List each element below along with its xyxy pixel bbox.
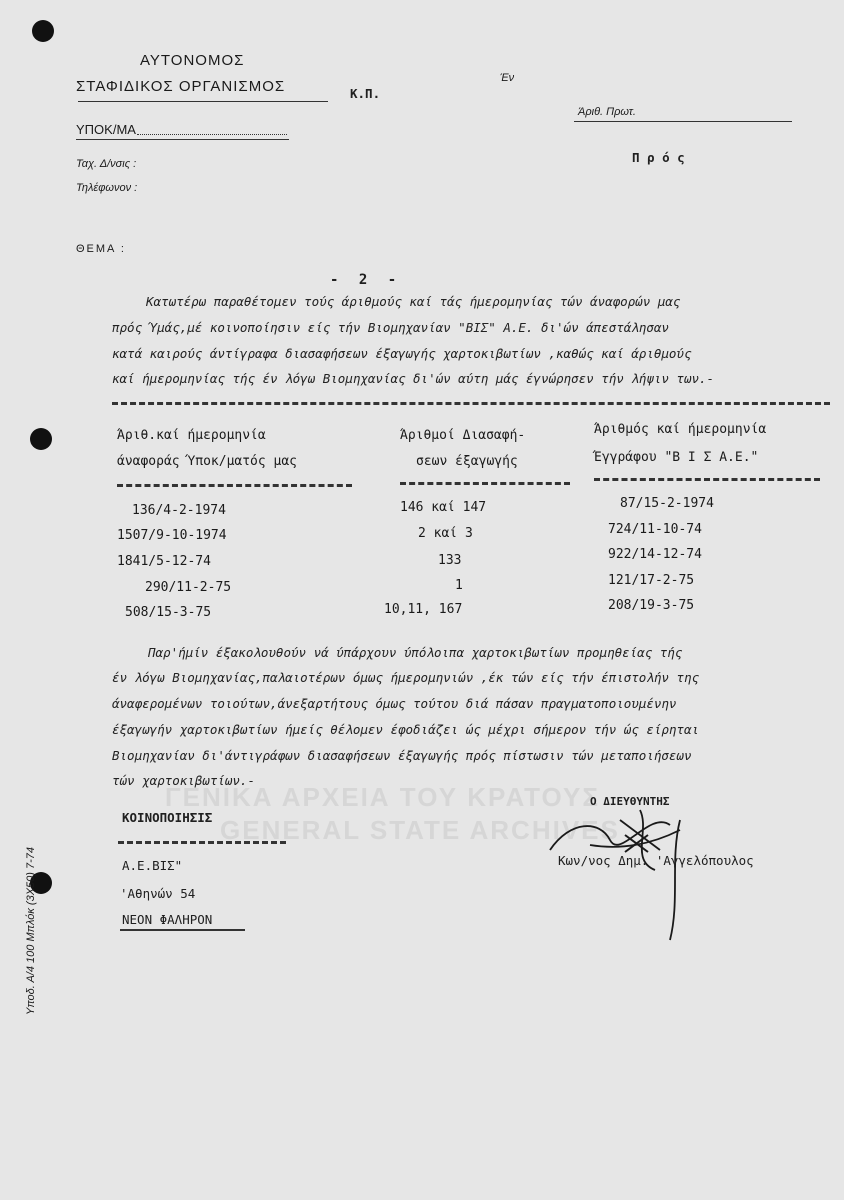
table-cell: 10,11, 167 — [384, 602, 463, 617]
table-cell: 87/15-2-1974 — [620, 496, 714, 511]
cc-line-3-underline — [120, 929, 245, 931]
table-cell: 136/4-2-1974 — [132, 503, 226, 518]
ypok-dots — [137, 124, 287, 135]
ypok-underline — [76, 139, 289, 140]
closing-line-5: Βιομηχανίαν δι'άντιγράφων διασαφήσεων έξαγωγής πρός πίστωσιν τών μεταποιήσεων — [112, 748, 692, 763]
col3-header-line1: Άριθμός καί ήμερομηνία — [594, 422, 767, 437]
table-cell: 724/11-10-74 — [608, 522, 702, 537]
page-marker: - 2 - — [330, 272, 403, 288]
table-cell: 133 — [438, 553, 462, 568]
org-underline — [78, 101, 328, 102]
org-name-line2: ΣΤΑΦΙΔΙΚΟΣ ΟΡΓΑΝΙΣΜΟΣ — [76, 78, 286, 95]
intro-line-3: κατά καιρούς άντίγραφα διασαφήσεων έξαγωγής χαρτοκιβωτίων ,καθώς καί άριθμούς — [112, 346, 692, 361]
handwritten-signature — [530, 790, 730, 950]
phone-label: Τηλέφωνον : — [76, 182, 138, 194]
intro-line-4: καί ήμερομηνίας τής έν λόγω Βιομηχανίας δι'ών αύτη μάς έγνώρησεν τήν λήψιν των.- — [112, 371, 715, 386]
col3-header-rule — [594, 478, 820, 481]
subject-label: ΘΕΜΑ : — [76, 243, 126, 255]
table-cell: 1 — [455, 578, 463, 593]
ypok-label: ΥΠΟΚ/ΜΑ — [76, 122, 136, 137]
punch-hole-top — [32, 20, 54, 42]
table-cell: 146 καί 147 — [400, 500, 487, 515]
separator-dashed — [112, 402, 830, 405]
closing-line-2: έν λόγω Βιομηχανίας,παλαιοτέρων όμως ήμερομηνιών ,έκ τών είς τήν έπιστολήν της — [112, 670, 699, 685]
protocol-underline — [574, 121, 792, 122]
col1-header-line1: Άριθ.καί ήμερομηνία — [117, 428, 266, 443]
signature-title: Ο ΔΙΕΥΘΥΝΤΗΣ — [590, 795, 670, 808]
table-cell: 1507/9-10-1974 — [117, 528, 227, 543]
en-label: Έν — [500, 72, 515, 84]
col1-header-line2: άναφοράς Ύποκ/ματός μας — [117, 454, 298, 469]
table-cell: 2 καί 3 — [418, 526, 473, 541]
table-cell: 922/14-12-74 — [608, 547, 702, 562]
col2-header-line1: Άριθμοί Διασαφή- — [400, 428, 526, 443]
closing-line-3: άναφερομένων τοιούτων,άνεξαρτήτους όμως τούτου διά πάσαν πραγματοποιουμένην — [112, 696, 677, 711]
closing-line-6: τών χαρτοκιβωτίων.- — [112, 773, 255, 788]
pros-label: Π ρ ό ς — [632, 150, 685, 165]
col3-header-line2: Έγγράφου "Β Ι Σ Α.Ε." — [594, 450, 759, 465]
intro-line-2: πρός Ύμάς,μέ κοινοποίησιν είς τήν Βιομηχανίαν "ΒΙΣ" Α.Ε. δι'ών άπεστάλησαν — [112, 320, 669, 335]
protocol-label: Άριθ. Πρωτ. — [578, 106, 636, 118]
address-label: Ταχ. Δ/νσις : — [76, 158, 137, 170]
cc-label: ΚΟΙΝΟΠΟΙΗΣΙΣ — [122, 810, 213, 825]
closing-line-4: έξαγωγήν χαρτοκιβωτίων ήμείς θέλομεν έφοδιάζει ώς μέχρι σήμερον τήν ώς είρηται — [112, 722, 699, 737]
col2-header-line2: σεων έξαγωγής — [416, 454, 518, 469]
closing-line-1: Παρ'ήμίν έξακολουθούν νά ύπάρχουν ύπόλοιπα χαρτοκιβωτίων προμηθείας τής — [148, 645, 683, 660]
archive-watermark-english: GENERAL STATE ARCHIVES — [220, 815, 620, 845]
table-cell: 1841/5-12-74 — [117, 554, 211, 569]
cc-line-1: Α.Ε.ΒΙΣ" — [122, 858, 183, 873]
archive-watermark-greek: ΓΕΝΙΚΑ ΑΡΧΕΙΑ ΤΟΥ ΚΡΑΤΟΥΣ — [165, 782, 600, 812]
org-name-line1: ΑΥΤΟΝΟΜΟΣ — [140, 52, 245, 69]
table-cell: 290/11-2-75 — [145, 580, 232, 595]
punch-hole-middle — [30, 428, 52, 450]
intro-line-1: Κατωτέρω παραθέτομεν τούς άριθμούς καί τάς ήμερομηνίας τών άναφορών μας — [146, 294, 681, 309]
cc-rule — [118, 841, 286, 844]
col2-header-rule — [400, 482, 570, 485]
table-cell: 208/19-3-75 — [608, 598, 695, 613]
form-print-note: Υποδ. Α/4 100 Μπλόκ (3Χ50) 7-74 — [25, 846, 37, 1015]
place-stamp: Κ.Π. — [350, 86, 381, 101]
cc-line-2: 'Αθηνών 54 — [120, 886, 196, 901]
table-cell: 508/15-3-75 — [125, 605, 212, 620]
cc-line-3: ΝΕΟΝ ΦΑΛΗΡΟΝ — [122, 912, 213, 927]
table-cell: 121/17-2-75 — [608, 573, 695, 588]
signature-name: Κων/νος Δημ. 'Αγγελόπουλος — [558, 853, 754, 868]
col1-header-rule — [117, 484, 352, 487]
